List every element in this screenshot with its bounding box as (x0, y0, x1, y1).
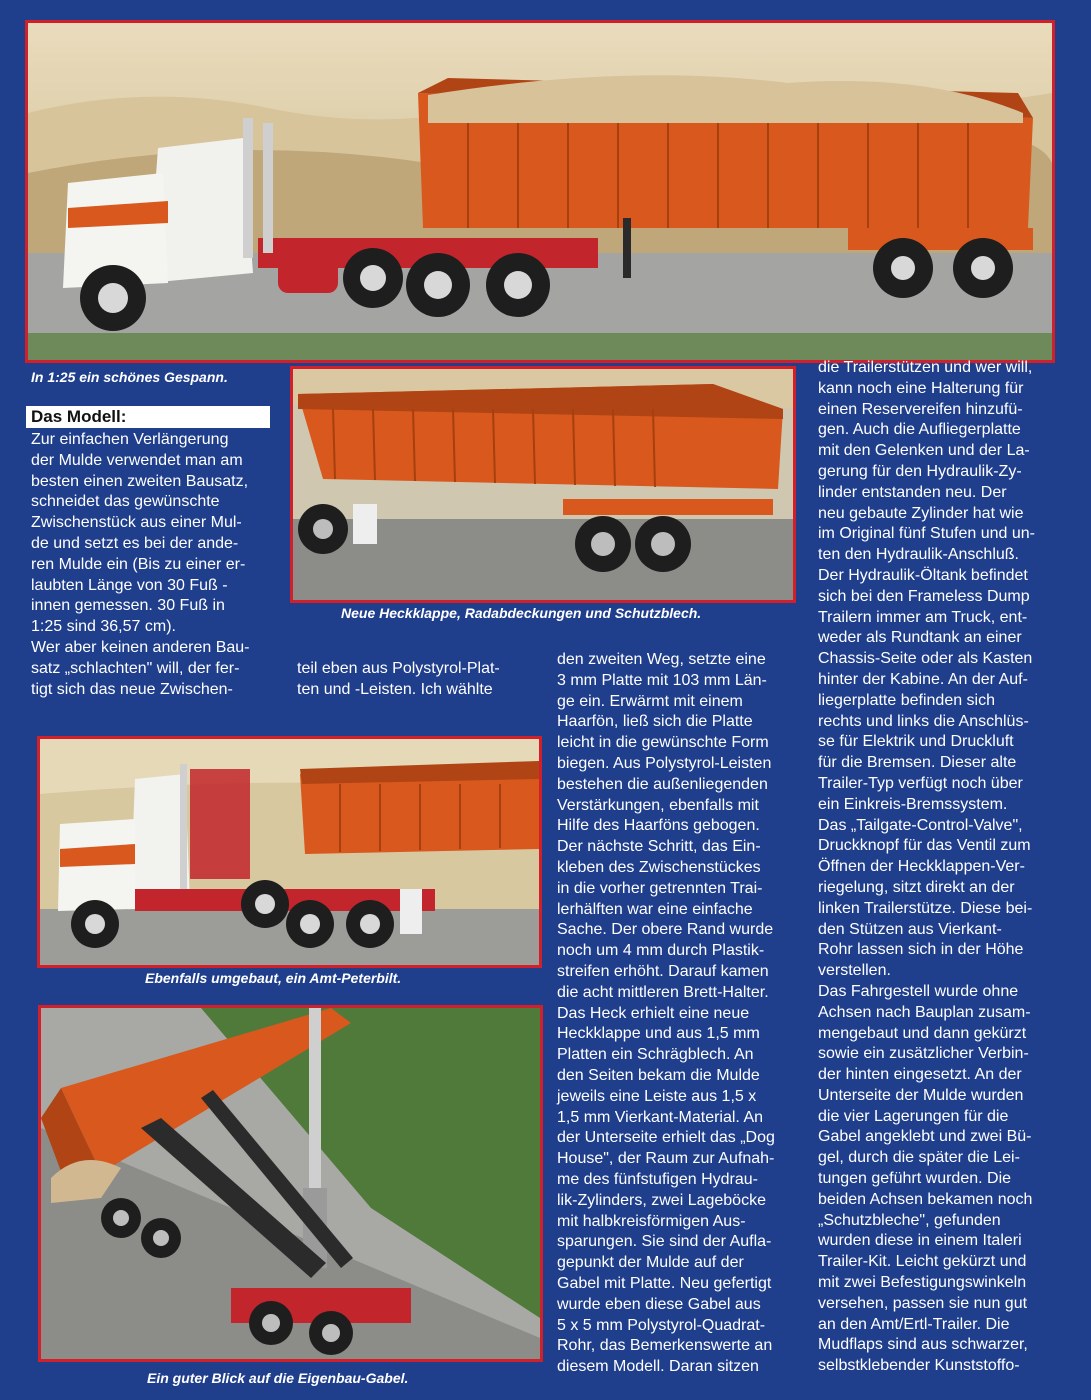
text-line: me des fünfstufigen Hydrau- (557, 1170, 758, 1188)
text-line: neu gebaute Zylinder hat wie (818, 504, 1024, 522)
text-line: Zwischenstück aus einer Mul- (31, 514, 242, 532)
text-line: mit halbkreisförmigen Aus- (557, 1212, 746, 1230)
text-line: sowie ein zusätzlicher Verbin- (818, 1045, 1029, 1063)
text-line: die acht mittleren Brett-Halter. (557, 983, 769, 1001)
text-line: rechts und links die Anschlüs- (818, 712, 1029, 730)
text-line: Öffnen der Heckklappen-Ver- (818, 858, 1025, 876)
text-line: kann noch eine Halterung für (818, 379, 1024, 397)
text-line: lik-Zylinders, zwei Lageböcke (557, 1191, 766, 1209)
text-column-3 (557, 650, 812, 1378)
text-line: gen. Auch die Aufliegerplatte (818, 421, 1021, 439)
text-line: 1,5 mm Vierkant-Material. An (557, 1108, 764, 1126)
text-line: verstellen. (818, 962, 891, 980)
photo-peterbilt (37, 736, 542, 968)
caption-heckklappe: Neue Heckklappe, Radabdeckungen und Schutzblech. (341, 605, 702, 621)
text-line: ge ein. Erwärmt mit einem (557, 692, 743, 710)
text-line: den Stützen aus Vierkant- (818, 920, 1002, 938)
text-line: liegerplatte befinden sich (818, 691, 996, 709)
text-line: riegelung, sitzt direkt an der (818, 878, 1015, 896)
text-line: Mudflaps sind aus schwarzer, (818, 1336, 1028, 1354)
text-line: Rohr, das Bemerkenswerte an (557, 1337, 773, 1355)
text-line: die vier Lagerungen für die (818, 1107, 1009, 1125)
text-line: die Trailerstützen und wer will, (818, 359, 1033, 376)
text-line: Verstärkungen, ebenfalls mit (557, 796, 759, 814)
text-line: tigt sich das neue Zwischen- (31, 680, 233, 698)
text-line: Das „Tailgate-Control-Valve", (818, 816, 1023, 834)
text-line: Trailern immer am Truck, ent- (818, 608, 1028, 626)
text-line: schneidet das gewünschte (31, 493, 220, 511)
photo-gespann (25, 20, 1055, 363)
text-line: Chassis-Seite oder als Kasten (818, 650, 1033, 668)
text-line: Der Hydraulik-Öltank befindet (818, 566, 1028, 584)
text-line: sparungen. Sie sind der Aufla- (557, 1233, 772, 1251)
photo-heckklappe (290, 366, 796, 603)
text-line: kleben des Zwischenstückes (557, 858, 761, 876)
trailer-rear-illustration (293, 369, 793, 600)
text-line: 5 x 5 mm Polystyrol-Quadrat- (557, 1316, 766, 1334)
caption-gespann: In 1:25 ein schönes Gespann. (31, 369, 228, 385)
text-line: Platten ein Schrägblech. An (557, 1046, 754, 1064)
text-line: Wer aber keinen anderen Bau- (31, 638, 250, 656)
text-line: den zweiten Weg, setzte eine (557, 651, 766, 668)
text-line: lerhälften war eine einfache (557, 900, 753, 918)
text-line: für die Bremsen. Dieser alte (818, 754, 1017, 772)
text-line: sich bei den Frameless Dump (818, 587, 1030, 605)
photo-gabel (38, 1005, 543, 1362)
section-heading: Das Modell: (26, 406, 270, 428)
text-line: gepunkt der Mulde auf der (557, 1254, 744, 1272)
peterbilt-illustration (40, 739, 539, 965)
text-line: in die vorher getrennten Trai- (557, 879, 763, 897)
text-line: ten den Hydraulik-Anschluß. (818, 546, 1019, 564)
text-line: Druckknopf für das Ventil zum (818, 837, 1031, 855)
caption-peterbilt: Ebenfalls umgebaut, ein Amt-Peterbilt. (145, 970, 402, 986)
text-line: ren Mulde ein (Bis zu einer er- (31, 555, 246, 573)
text-line: „Schutzbleche", gefunden (818, 1211, 1001, 1229)
text-line: wurde eben diese Gabel aus (557, 1295, 761, 1313)
text-column-4 (818, 358, 1083, 1377)
text-line: Achsen nach Bauplan zusam- (818, 1003, 1031, 1021)
text-line: einen Reservereifen hinzufü- (818, 400, 1023, 418)
text-line: Gabel mit Platte. Neu gefertigt (557, 1274, 772, 1292)
text-line: linder entstanden neu. Der (818, 483, 1007, 501)
text-line: laubten Länge von 30 Fuß - (31, 576, 228, 594)
text-line: jeweils eine Leiste aus 1,5 x (557, 1087, 757, 1105)
text-line: Haarfön, ließ sich die Platte (557, 713, 753, 731)
text-column-2 (297, 659, 542, 701)
text-line: Rohr lassen sich in der Höhe (818, 941, 1024, 959)
text-line: Trailer-Typ verfügt noch über (818, 774, 1023, 792)
fork-illustration (41, 1008, 540, 1359)
text-line: gerung für den Hydraulik-Zy- (818, 462, 1022, 480)
text-line: House", der Raum zur Aufnah- (557, 1150, 775, 1168)
text-line: innen gemessen. 30 Fuß in (31, 597, 225, 615)
text-line: mengebaut und dann gekürzt (818, 1024, 1027, 1042)
text-line: teil eben aus Polystyrol-Plat- (297, 660, 500, 677)
text-line: mit den Gelenken und der La- (818, 442, 1030, 460)
text-line: gel, durch die später die Lei- (818, 1149, 1020, 1167)
text-line: ten und -Leisten. Ich wählte (297, 680, 493, 698)
text-line: de und setzt es bei der ande- (31, 534, 239, 552)
text-line: bestehen die außenliegenden (557, 775, 768, 793)
text-line: 1:25 sind 36,57 cm). (31, 618, 176, 636)
text-line: der Unterseite erhielt das „Dog (557, 1129, 775, 1147)
text-line: linken Trailerstütze. Diese bei- (818, 899, 1033, 917)
text-line: Zur einfachen Verlängerung (31, 431, 229, 448)
text-line: Heckklappe und aus 1,5 mm (557, 1025, 760, 1043)
text-line: ein Einkreis-Bremssystem. (818, 795, 1008, 813)
text-line: Der nächste Schritt, das Ein- (557, 838, 761, 856)
text-line: den Seiten bekam die Mulde (557, 1066, 760, 1084)
text-line: tungen geführt wurden. Die (818, 1170, 1012, 1188)
text-line: noch um 4 mm durch Plastik- (557, 942, 765, 960)
text-line: im Original fünf Stufen und un- (818, 525, 1036, 543)
text-line: Unterseite der Mulde wurden (818, 1086, 1024, 1104)
text-line: Trailer-Kit. Leicht gekürzt und (818, 1253, 1027, 1271)
text-line: 3 mm Platte mit 103 mm Län- (557, 671, 767, 689)
text-column-1 (31, 430, 281, 700)
text-line: streifen erhöht. Darauf kamen (557, 962, 769, 980)
text-line: leicht in die gewünschte Form (557, 734, 769, 752)
text-line: Hilfe des Haarföns gebogen. (557, 817, 760, 835)
text-line: besten einen zweiten Bausatz, (31, 472, 249, 490)
truck-trailer-illustration (28, 23, 1052, 360)
text-line: satz „schlachten" will, der fer- (31, 659, 240, 677)
text-line: an den Amt/Ertl-Trailer. Die (818, 1315, 1010, 1333)
text-line: se für Elektrik und Druckluft (818, 733, 1014, 751)
text-line: Sache. Der obere Rand wurde (557, 921, 774, 939)
text-line: beiden Achsen bekamen noch (818, 1190, 1033, 1208)
text-line: mit zwei Befestigungswinkeln (818, 1274, 1027, 1292)
text-line: selbstklebender Kunststoffo- (818, 1357, 1020, 1375)
text-line: weder als Rundtank an einer (818, 629, 1022, 647)
text-line: Gabel angeklebt und zwei Bü- (818, 1128, 1032, 1146)
text-line: diesem Modell. Daran sitzen (557, 1358, 759, 1376)
text-line: biegen. Aus Polystyrol-Leisten (557, 754, 772, 772)
text-line: der Mulde verwendet man am (31, 451, 243, 469)
text-line: Das Fahrgestell wurde ohne (818, 982, 1019, 1000)
text-line: Das Heck erhielt eine neue (557, 1004, 750, 1022)
text-line: der hinten eingesetzt. An der (818, 1066, 1022, 1084)
text-line: hinter der Kabine. An der Auf- (818, 670, 1028, 688)
caption-gabel: Ein guter Blick auf die Eigenbau-Gabel. (147, 1370, 409, 1386)
text-line: versehen, passen sie nun gut (818, 1294, 1028, 1312)
text-line: wurden diese in einem Italeri (818, 1232, 1022, 1250)
